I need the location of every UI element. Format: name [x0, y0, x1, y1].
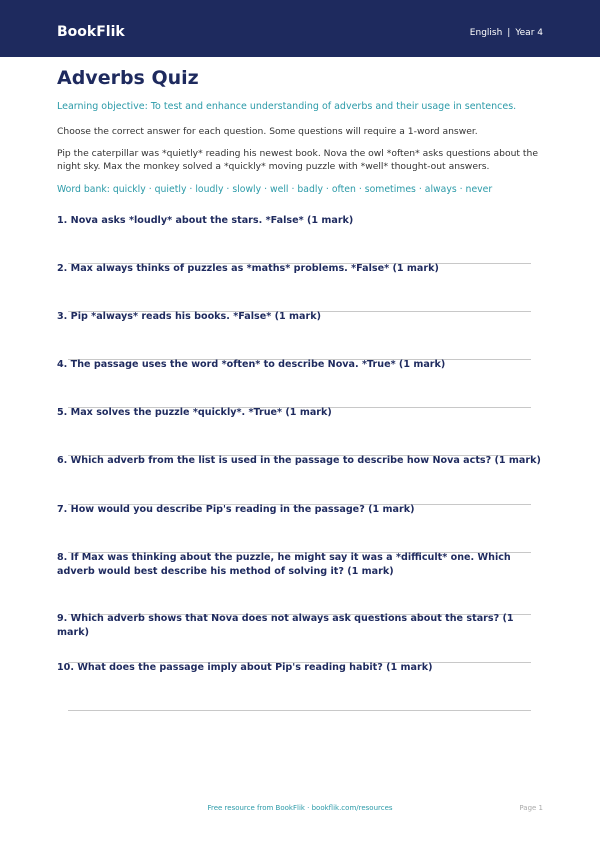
question-4: 4. The passage uses the word *often* to describe Nova. *True* (1 mark)	[57, 359, 446, 370]
reading-passage: Pip the caterpillar was *quietly* reading his newest book. Nova the owl *often* asks questions about the night sky. Max the monkey solved a *quickly* moving puzzle with *well* thought-out answers.	[57, 148, 538, 172]
question-3: 3. Pip *always* reads his books. *False* (1 mark)	[57, 311, 321, 322]
word-bank: Word bank: quickly · quietly · loudly · slowly · well · badly · often · sometimes · always · never	[57, 184, 493, 195]
brand-logo[interactable]: BookFlik	[57, 24, 125, 40]
footer-resource-link[interactable]: Free resource from BookFlik · bookflik.com/resources	[207, 804, 393, 812]
header-meta	[470, 27, 543, 39]
question-8: 8. If Max was thinking about the puzzle, he might say it was a *difficult* one. Which adverb would best describe his method of solving it? (1 mark)	[57, 552, 511, 577]
learning-objective: Learning objective: To test and enhance understanding of adverbs and their usage in sentences.	[57, 101, 517, 112]
page-title: Adverbs Quiz	[57, 67, 199, 89]
answer-line-10[interactable]	[68, 710, 531, 711]
question-10: 10. What does the passage imply about Pip's reading habit? (1 mark)	[57, 662, 433, 673]
question-1: 1. Nova asks *loudly* about the stars. *False* (1 mark)	[57, 215, 354, 226]
subject-label: English	[469, 28, 503, 38]
year-label: Year 4	[515, 28, 543, 38]
instructions: Choose the correct answer for each question. Some questions will require a 1-word answer.	[57, 126, 478, 137]
question-6: 6. Which adverb from the list is used in the passage to describe how Nova acts? (1 mark)	[57, 455, 541, 466]
question-5: 5. Max solves the puzzle *quickly*. *True* (1 mark)	[57, 407, 332, 418]
question-9: 9. Which adverb shows that Nova does not always ask questions about the stars? (1 mark)	[57, 613, 514, 638]
question-7: 7. How would you describe Pip's reading in the passage? (1 mark)	[57, 504, 415, 515]
meta-separator: |	[507, 28, 511, 38]
page-number: Page 1	[519, 804, 543, 812]
header-bar	[0, 0, 600, 57]
question-2: 2. Max always thinks of puzzles as *maths* problems. *False* (1 mark)	[57, 263, 439, 274]
